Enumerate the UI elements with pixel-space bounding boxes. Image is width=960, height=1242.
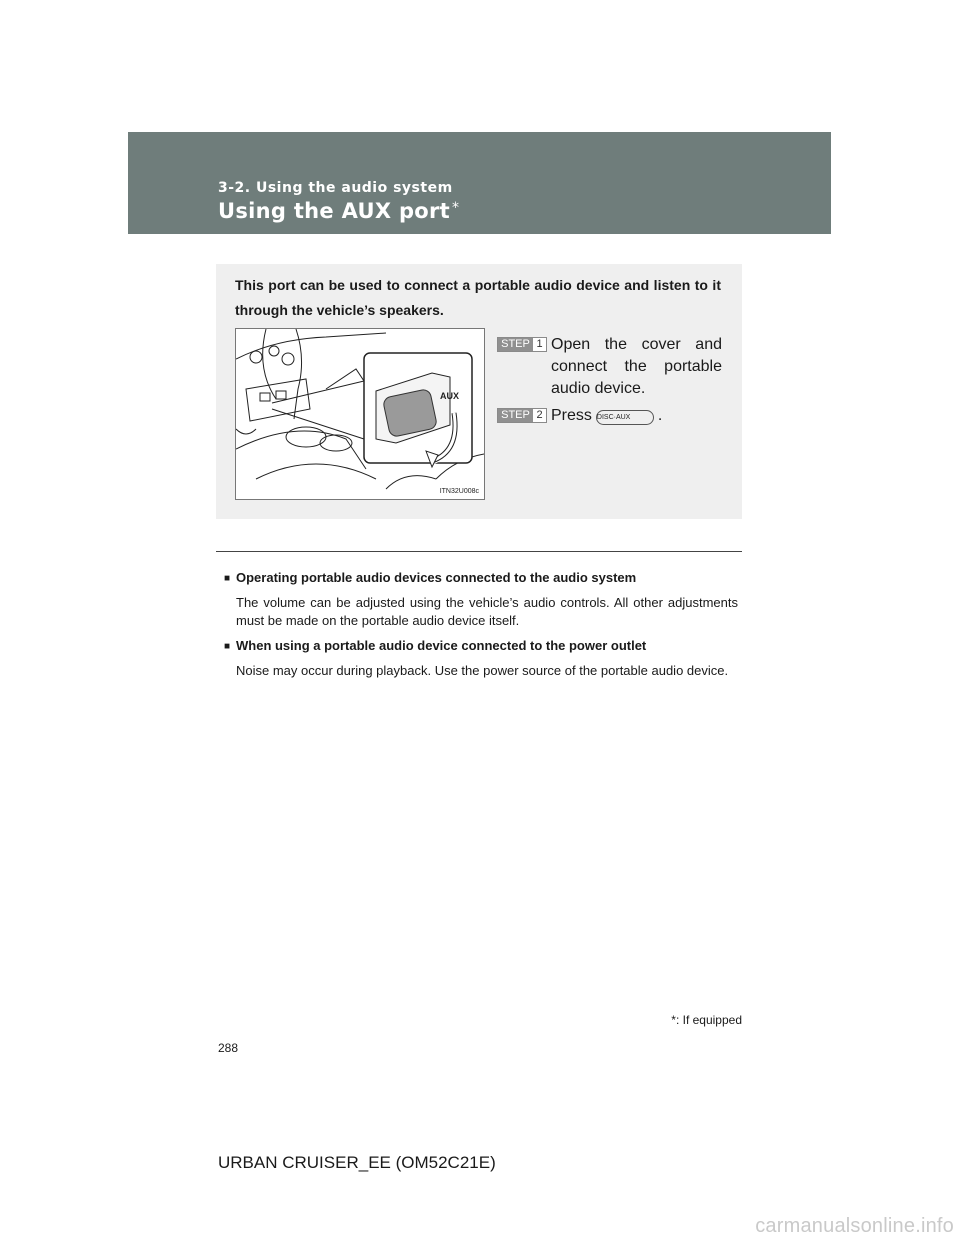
disc-aux-button-icon: DISC·AUX	[596, 410, 654, 425]
step-2-text-after: .	[657, 407, 663, 424]
step-badge	[497, 408, 547, 423]
step-badge-number: 1	[536, 338, 543, 350]
square-bullet-icon: ■	[224, 641, 231, 652]
note-title-text: When using a portable audio device connected to the power outlet	[236, 638, 647, 653]
step-badge-word: STEP	[498, 338, 533, 351]
note-power-outlet	[224, 637, 738, 680]
title-mark: *	[452, 200, 460, 216]
note-operating-portable-devices	[224, 569, 738, 630]
footnote-text: : If equipped	[675, 1013, 742, 1027]
aux-port-illustration	[235, 328, 485, 500]
step-2	[497, 405, 722, 427]
section-label: 3-2. Using the audio system	[218, 180, 453, 196]
step-1	[497, 334, 722, 400]
section-divider	[216, 551, 742, 552]
note-body: The volume can be adjusted using the vehicle’s audio controls. All other adjustments must be made on the portable audio device itself.	[236, 595, 738, 628]
step-2-text-before: Press	[551, 407, 592, 424]
aux-label: AUX	[440, 391, 460, 401]
step-2-text	[551, 405, 722, 427]
dashboard-drawing	[236, 329, 484, 499]
footnote-mark: *	[671, 1013, 676, 1027]
step-badge-number: 2	[536, 409, 543, 421]
step-badge-word: STEP	[498, 409, 533, 422]
step-badge	[497, 337, 547, 352]
note-title-text: Operating portable audio devices connected to the audio system	[236, 570, 637, 585]
square-bullet-icon: ■	[224, 573, 231, 584]
note-title	[224, 637, 738, 656]
page-title	[218, 199, 459, 223]
page-title-text: Using the AUX port	[218, 199, 451, 223]
step-1-text: Open the cover and connect the portable audio device.	[551, 336, 722, 397]
watermark: carmanualsonline.info	[755, 1215, 954, 1237]
figure-code: ITN32U008c	[439, 488, 479, 495]
intro-text: This port can be used to connect a portable audio device and listen to it through the vehicle’s speakers.	[235, 277, 721, 318]
document-code: URBAN CRUISER_EE (OM52C21E)	[218, 1153, 496, 1172]
note-body: Noise may occur during playback. Use the power source of the portable audio device.	[236, 663, 729, 678]
page-number: 288	[218, 1041, 239, 1055]
note-title	[224, 569, 738, 588]
footnote	[671, 1013, 742, 1027]
